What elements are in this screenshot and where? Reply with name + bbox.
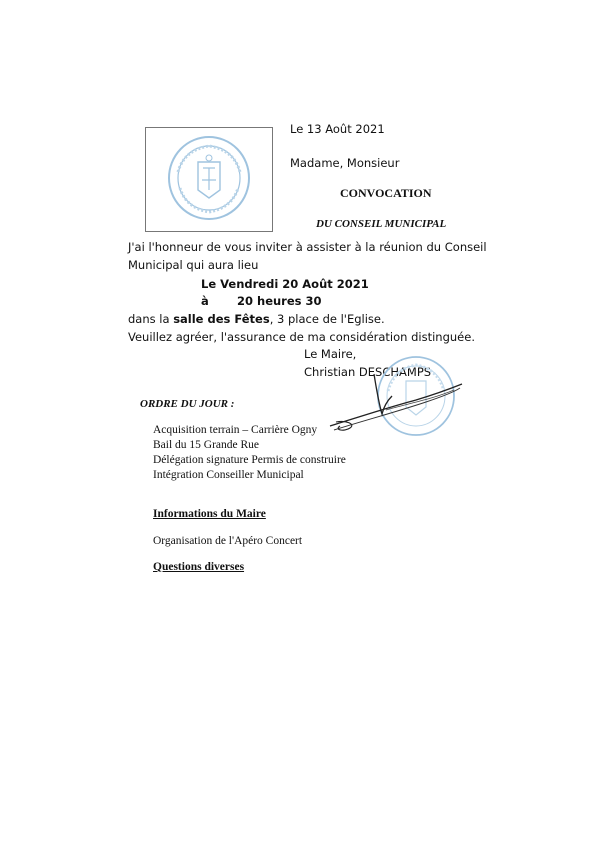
location-suffix: , 3 place de l'Eglise.	[269, 312, 385, 326]
agenda-item: Acquisition terrain – Carrière Ogny	[153, 424, 318, 436]
agenda-item: Délégation signature Permis de construire	[153, 454, 346, 466]
signatory-name: Christian DESCHAMPS	[304, 365, 432, 379]
meeting-location	[128, 312, 385, 326]
council-subtitle: DU CONSEIL MUNICIPAL	[316, 218, 447, 230]
closing-line: Veuillez agréer, l'assurance de ma considération distinguée.	[128, 330, 475, 344]
invite-line-1: J'ai l'honneur de vous inviter à assister à la réunion du Conseil	[128, 240, 487, 254]
location-prefix: dans la	[128, 312, 174, 326]
handwritten-signature-icon	[326, 370, 466, 440]
agenda-item: Bail du 15 Grande Rue	[153, 439, 260, 451]
signatory-role: Le Maire,	[304, 347, 357, 361]
convocation-title: CONVOCATION	[340, 186, 432, 200]
seal-frame	[145, 127, 273, 232]
invite-line-2: Municipal qui aura lieu	[128, 258, 259, 272]
mayor-info-heading: Informations du Maire	[153, 508, 266, 520]
location-place: salle des Fêtes	[173, 312, 270, 326]
letter-date: Le 13 Août 2021	[290, 122, 385, 136]
misc-questions-heading: Questions diverses	[153, 561, 245, 573]
salutation: Madame, Monsieur	[290, 156, 400, 170]
agenda-item: Intégration Conseiller Municipal	[153, 469, 304, 481]
agenda-heading: ORDRE DU JOUR :	[140, 398, 235, 410]
meeting-at: à	[201, 294, 209, 308]
meeting-time: 20 heures 30	[237, 294, 322, 308]
meeting-date: Le Vendredi 20 Août 2021	[201, 277, 369, 291]
municipal-seal-icon	[164, 132, 254, 224]
mayor-info-item: Organisation de l'Apéro Concert	[153, 535, 303, 547]
